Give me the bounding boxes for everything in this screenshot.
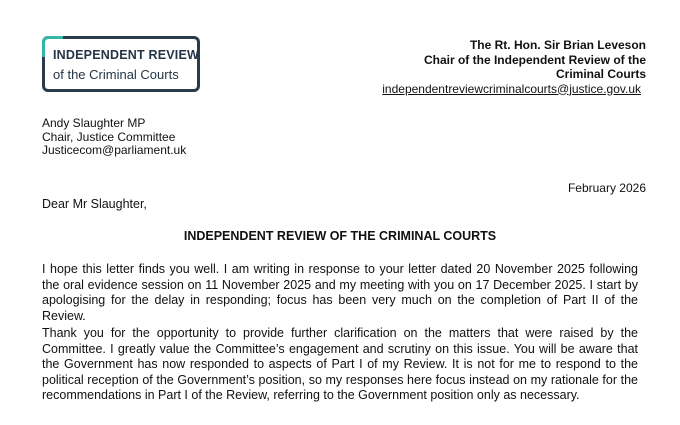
logo-line-2: of the Criminal Courts xyxy=(53,67,179,82)
sender-title-line-1: Chair of the Independent Review of the xyxy=(423,52,646,67)
sender-name: The Rt. Hon. Sir Brian Leveson xyxy=(469,38,646,52)
recipient-name: Andy Slaughter MP xyxy=(42,116,146,130)
letter-date: February 2026 xyxy=(567,181,646,195)
letter-heading: INDEPENDENT REVIEW OF THE CRIMINAL COURTS xyxy=(183,229,497,243)
recipient-role: Chair, Justice Committee xyxy=(42,129,176,144)
review-logo xyxy=(42,36,200,92)
salutation: Dear Mr Slaughter, xyxy=(42,197,147,211)
paragraph-2: Thank you for the opportunity to provide further clarification on the matters that were raised by the Committee. I greatly value the Committee’s engagement and scrutiny on this issue. You will be aware that the Government has now responded to aspects of Part I of my Review. It is not for me to respond to the political reception of the Government’s position, so my responses here focus instead on my rationale for the recommendations in Part I of the Review, referring to the Government position only as necessary. xyxy=(42,326,638,402)
sender-title-line-2: Criminal Courts xyxy=(555,67,646,81)
logo-line-1: INDEPENDENT REVIEW xyxy=(53,48,199,62)
sender-block xyxy=(382,38,646,96)
paragraph-1: I hope this letter finds you well. I am writing in response to your letter dated 20 November 2025 following the oral evidence session on 11 November 2025 and my meeting with you on 17 December 2025. I start by apologising for the delay in responding; focus has been very much on the completion of Part II of the Review. xyxy=(42,262,638,323)
recipient-block xyxy=(42,117,186,158)
sender-email-link[interactable]: independentreviewcriminalcourts@justice.gov.uk xyxy=(382,81,641,96)
recipient-email: Justicecom@parliament.uk xyxy=(42,143,187,157)
